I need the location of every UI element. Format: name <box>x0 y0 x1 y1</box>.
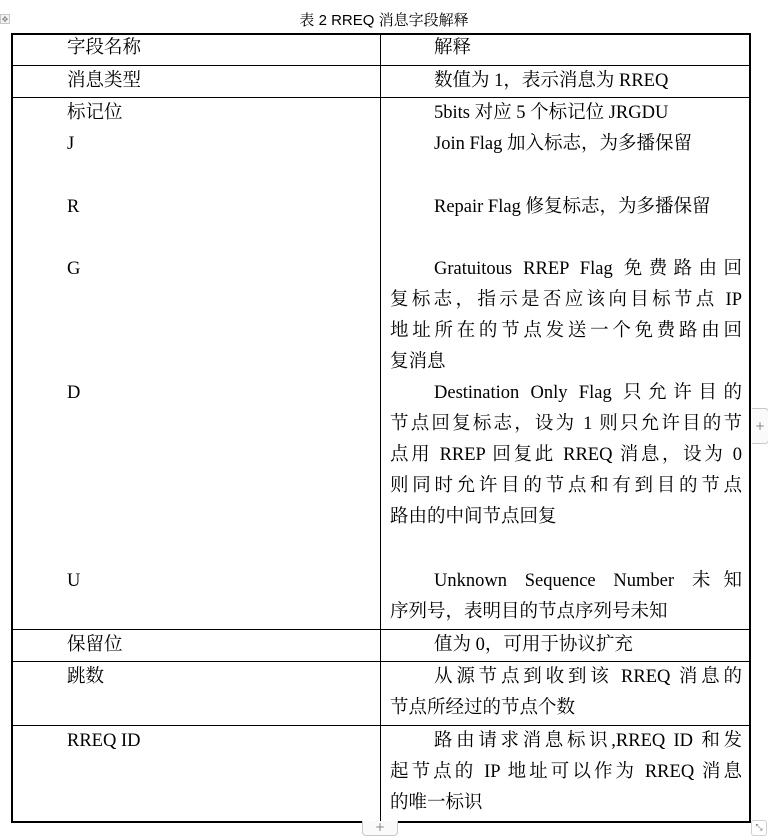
cell-explanation-reserved: 值为 0，可用于协议扩充 <box>434 635 633 655</box>
cell-field-rreq-id: RREQ ID <box>67 731 141 751</box>
cell-field-flags: 标记位 <box>67 103 123 123</box>
add-row-button[interactable]: + <box>362 821 398 836</box>
cell-flag-d-explanation-line: Destination Only Flag 只允许目的 <box>434 383 742 403</box>
cell-flag-d-explanation-line: 路由的中间节点回复 <box>390 507 557 527</box>
table-caption: 表 2 RREQ 消息字段解释 <box>299 12 469 29</box>
cell-flag-d-explanation-line: 点用 RREP 回复此 RREQ 消息，设为 0 <box>390 445 742 465</box>
cell-flag-g-explanation-line: Gratuitous RREP Flag 免费路由回 <box>434 259 742 279</box>
rreq-fields-table <box>11 33 751 823</box>
cell-flag-g: G <box>67 259 81 279</box>
table-resize-handle-icon[interactable]: ⤡ <box>751 820 767 836</box>
table-move-handle-icon[interactable]: ✥ <box>1 15 9 24</box>
cell-explanation-message-type: 数值为 1，表示消息为 RREQ <box>434 71 669 91</box>
cell-explanation-rreq-id-line: 起节点的 IP 地址可以作为 RREQ 消息 <box>390 762 742 782</box>
cell-flag-d-explanation-line: 节点回复标志，设为 1 则只允许目的节 <box>390 414 742 434</box>
cell-flag-d: D <box>67 383 81 403</box>
cell-flag-g-explanation-line: 地址所在的节点发送一个免费路由回 <box>390 321 742 341</box>
cell-flag-g-explanation-line: 复标志，指示是否应该向目标节点 IP <box>390 290 742 310</box>
cell-flag-u-explanation-line: Unknown Sequence Number 未知 <box>434 571 742 591</box>
cell-field-reserved: 保留位 <box>67 635 123 655</box>
cell-explanation-rreq-id-line: 路由请求消息标识,RREQ ID 和发 <box>434 731 742 751</box>
cell-explanation-flags: 5bits 对应 5 个标记位 JRGDU <box>434 103 669 123</box>
cell-flag-u: U <box>67 571 81 591</box>
cell-flag-g-explanation-line: 复消息 <box>390 352 446 372</box>
header-field-name: 字段名称 <box>67 38 142 58</box>
cell-flag-j-explanation: Join Flag 加入标志，为多播保留 <box>434 134 692 154</box>
cell-explanation-rreq-id-line: 的唯一标识 <box>390 793 483 813</box>
cell-explanation-hop-count-line: 节点所经过的节点个数 <box>390 698 576 718</box>
header-explanation: 解释 <box>434 38 472 58</box>
cell-field-message-type: 消息类型 <box>67 71 142 91</box>
cell-flag-r-explanation: Repair Flag 修复标志，为多播保留 <box>434 197 711 217</box>
cell-explanation-hop-count-line: 从源节点到收到该 RREQ 消息的 <box>434 667 742 687</box>
cell-flag-u-explanation-line: 序列号，表明目的节点序列号未知 <box>390 602 668 622</box>
cell-flag-j: J <box>67 134 75 154</box>
row-divider <box>13 629 749 630</box>
add-column-button[interactable]: + <box>752 408 768 444</box>
cell-flag-d-explanation-line: 则同时允许目的节点和有到目的节点 <box>390 476 742 496</box>
cell-flag-r: R <box>67 197 80 217</box>
cell-field-hop-count: 跳数 <box>67 667 105 687</box>
column-divider <box>380 35 381 821</box>
